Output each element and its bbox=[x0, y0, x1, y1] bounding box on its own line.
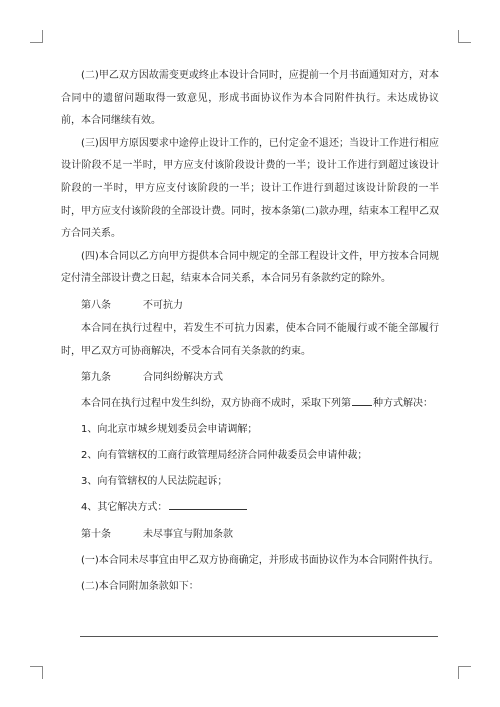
article-9-number: 第九条 bbox=[81, 372, 111, 384]
article-10-item-2: (二)本合同附加条款如下： bbox=[81, 581, 199, 593]
article-9-intro bbox=[61, 390, 439, 416]
additional-terms-blank-line[interactable] bbox=[80, 636, 438, 637]
article-8-heading bbox=[61, 291, 439, 318]
method-number-blank[interactable] bbox=[352, 397, 372, 406]
article-9-option-4 bbox=[61, 494, 439, 520]
clause-3-paragraph: (三)因甲方原因要求中途停止设计工作的，已付定金不退还；当设计工作进行相应设计阶段不足一半时，甲方应支付该阶段设计费的一半；设计工作进行到超过该设计阶段的一半时，甲方应支付该阶段的一半；设计工作进行到超过该设计阶段的一半时，甲方应支付该阶段的全部设计费。同时，按本条第(二)款办理，结束本工程甲乙双方合同关系。 bbox=[61, 137, 439, 240]
article-9-option-3: 3、向有管辖权的人民法院起诉； bbox=[81, 476, 228, 488]
other-method-blank[interactable] bbox=[169, 501, 247, 510]
article-9-heading bbox=[61, 363, 439, 390]
article-10-heading bbox=[61, 520, 439, 547]
crop-mark-bottom-right bbox=[458, 666, 471, 679]
article-9-intro-before: 本合同在执行过程中发生纠纷，双方协商不成时，采取下列第 bbox=[81, 398, 351, 410]
article-9-title: 合同纠纷解决方式 bbox=[143, 372, 223, 384]
article-10-item-1: (一)本合同未尽事宜由甲乙双方协商确定，并形成书面协议作为本合同附件执行。 bbox=[81, 555, 439, 567]
article-8-number: 第八条 bbox=[81, 299, 111, 311]
article-9-option-4-label: 4、其它解决方式： bbox=[81, 502, 168, 514]
clause-2-paragraph: (二)甲乙双方因故需变更或终止本设计合同时，应提前一个月书面通知对方，对本合同中的遗留问题取得一致意见，形成书面协议作为本合同附件执行。未达成协议前，本合同继续有效。 bbox=[61, 70, 439, 127]
article-10-title: 未尽事宜与附加条款 bbox=[143, 529, 233, 541]
article-8-body: 本合同在执行过程中，若发生不可抗力因素，使本合同不能履行或不能全部履行时，甲乙双方可协商解决，不受本合同有关条款的约束。 bbox=[61, 322, 439, 357]
crop-mark-top-left bbox=[30, 30, 43, 43]
article-8-title: 不可抗力 bbox=[143, 299, 183, 311]
crop-mark-top-right bbox=[458, 30, 471, 43]
clause-4-paragraph: (四)本合同以乙方向甲方提供本合同中规定的全部工程设计文件，甲方按本合同规定付清全部设计费之日起，结束本合同关系，本合同另有条款约定的除外。 bbox=[61, 250, 439, 285]
crop-mark-bottom-left bbox=[30, 666, 43, 679]
document-body bbox=[61, 65, 439, 599]
article-9-option-1: 1、向北京市城乡规划委员会申请调解； bbox=[81, 424, 258, 436]
article-9-option-2: 2、向有管辖权的工商行政管理局经济合同仲裁委员会申请仲裁； bbox=[81, 450, 368, 462]
article-10-number: 第十条 bbox=[81, 529, 111, 541]
article-9-intro-after: 种方式解决： bbox=[373, 398, 433, 410]
